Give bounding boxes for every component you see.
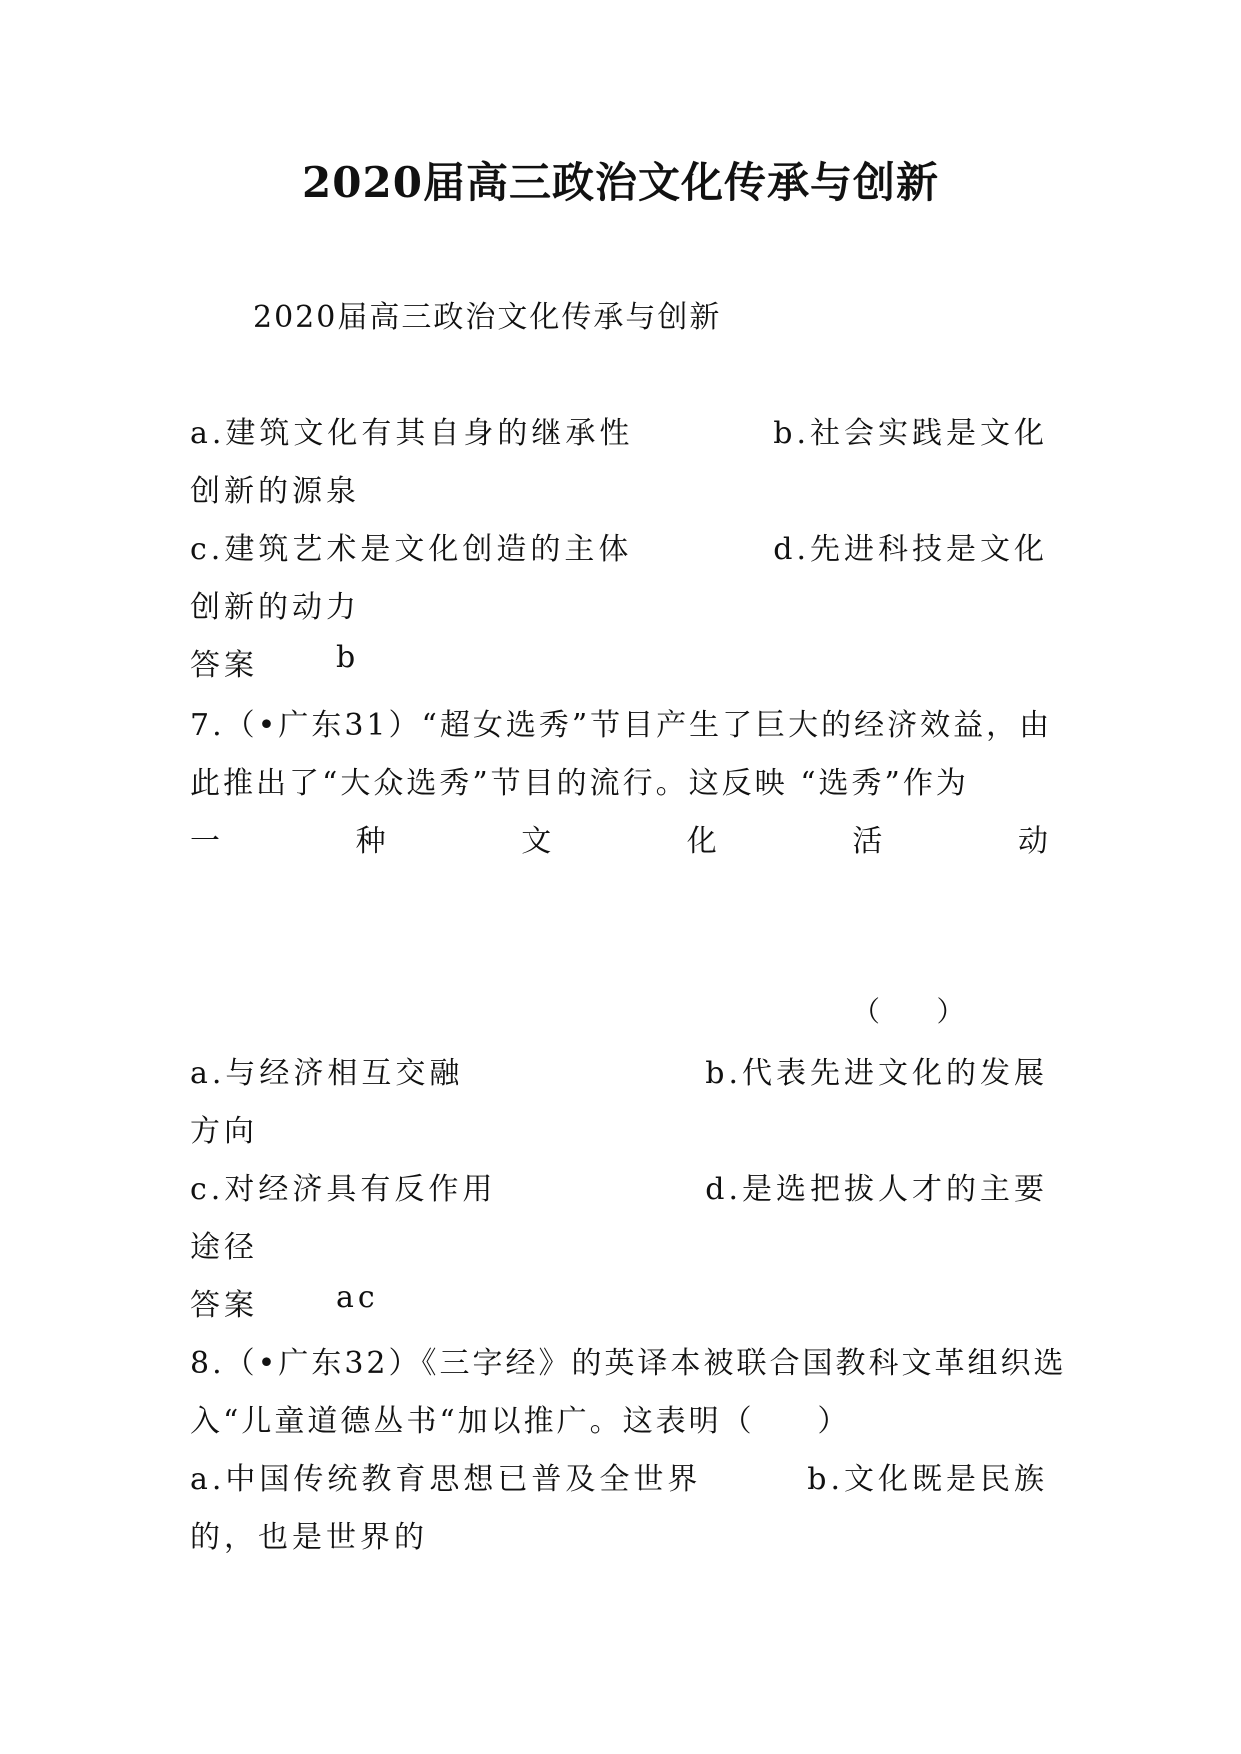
q6-option-d-cont: 创新的动力 — [190, 590, 360, 625]
document-subtitle: 2020届高三政治文化传承与创新 — [253, 300, 722, 335]
q7-option-d-cont: 途径 — [190, 1230, 258, 1265]
q7-option-c: c.对经济具有反作用 — [190, 1172, 497, 1207]
q6-option-b: b.社会实践是文化 — [773, 416, 1048, 451]
q7-stem-line1: 7.（•广东31）“超女选秀”节目产生了巨大的经济效益，由 — [190, 708, 1053, 743]
q7-option-b: b.代表先进文化的发展 — [705, 1056, 1048, 1091]
q6-answer: b — [336, 640, 360, 675]
q7-answer-label: 答案 — [190, 1288, 258, 1323]
q8-option-a: a.中国传统教育思想已普及全世界 — [190, 1462, 702, 1497]
q7-stem-char: 动 — [1017, 824, 1048, 859]
q7-option-b-cont: 方向 — [190, 1114, 258, 1149]
q7-stem-char: 活 — [852, 824, 883, 859]
q7-stem-char: 种 — [355, 824, 386, 859]
q7-stem-char: 一 — [190, 824, 220, 859]
q8-option-b: b.文化既是民族 — [807, 1462, 1048, 1497]
q6-option-b-cont: 创新的源泉 — [190, 474, 360, 509]
q7-stem-char: 文 — [521, 824, 552, 859]
q8-stem-line1: 8.（•广东32）《三字经》的英译本被联合国教科文革组织选 — [190, 1346, 1067, 1381]
q6-option-c: c.建筑艺术是文化创造的主体 — [190, 532, 633, 567]
q8-stem-line2: 入“儿童道德丛书“加以推广。这表明（ ） — [190, 1404, 851, 1439]
q6-answer-label: 答案 — [190, 648, 258, 683]
q6-option-a: a.建筑文化有其自身的继承性 — [190, 416, 634, 451]
document-title: 2020届高三政治文化传承与创新 — [302, 158, 939, 207]
q7-answer-blank: （ ） — [852, 995, 967, 1028]
q7-stem-char: 化 — [686, 824, 717, 859]
q7-option-d: d.是选把拔人才的主要 — [705, 1172, 1048, 1207]
q7-stem-line2: 此推出了“大众选秀”节目的流行。这反映 “选秀”作为 — [190, 766, 969, 801]
q7-stem-line3 — [190, 816, 1048, 860]
q8-option-b-cont: 的，也是世界的 — [190, 1520, 428, 1555]
q6-option-d: d.先进科技是文化 — [773, 532, 1048, 567]
q7-answer: ac — [336, 1280, 379, 1315]
q7-option-a: a.与经济相互交融 — [190, 1056, 464, 1091]
